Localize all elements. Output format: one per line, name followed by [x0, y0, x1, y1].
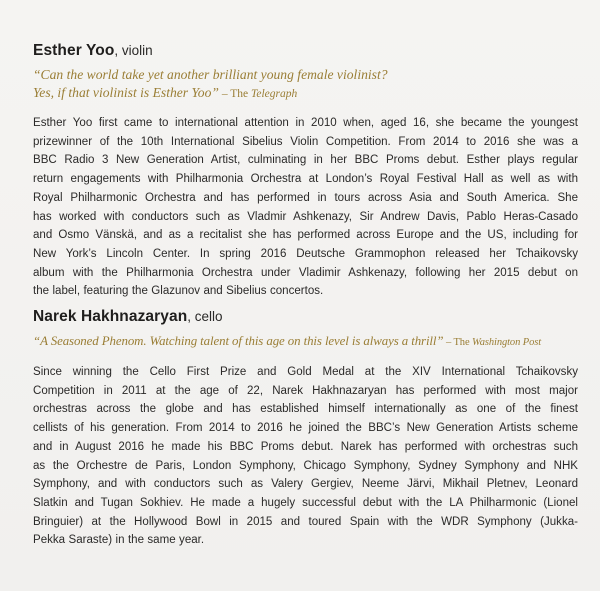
artist-name: Narek Hakhnazaryan [33, 308, 188, 325]
text-line: Slatkin and Tugan Sokhiev. He made a hugely successful debut with the LA Philharmonic (Lionel [33, 496, 578, 509]
bio-esther-yoo [33, 41, 578, 301]
text-line: the label, featuring the Glazunov and Sibelius concertos. [33, 285, 324, 298]
text-line: as the Orchestre de Paris, London Symphony, Chicago Symphony, Sydney Symphony and NHK [33, 459, 578, 472]
text-line: album with the Philharmonia Orchestra under Vladimir Ashkenazy, following her 2015 debut on [33, 266, 578, 279]
text-line: Esther Yoo first came to international attention in 2010 when, aged 16, she became the youngest [33, 117, 578, 129]
text-line: prizewinner of the 10th International Sibelius Violin Competition. From 2014 to 2016 she was a [33, 135, 578, 148]
text-line: has worked with conductors such as Vladmir Ashkenazy, Sir Andrew Davis, Pablo Heras-Casado [33, 210, 578, 223]
text-line: Since winning the Cello First Prize and Gold Medal at the XIV International Tchaikovsky [33, 366, 578, 378]
text-line: orchestras across the globe and has established himself internationally as one of the finest [33, 403, 578, 416]
artist-name: Esther Yoo [33, 42, 115, 59]
text-line: return engagements with Philharmonia Orchestra at London’s Royal Festival Hall as well as with [33, 173, 578, 186]
press-quote [33, 66, 578, 103]
artist-heading [33, 307, 578, 327]
text-line: and Osmo Vänskä, and as a recitalist she has performed across Europe and the US, including for [33, 229, 578, 242]
quote-source: – The Washington Post [443, 337, 542, 348]
artist-instrument: , cello [187, 309, 223, 324]
bio-paragraph [33, 114, 578, 301]
text-line: Royal Philharmonic Orchestra and has performed in tours across Asia and South America. She [33, 191, 578, 204]
text-line: New York’s Lincoln Center. In spring 2016 Deutsche Grammophon released her Tchaikovsky [33, 247, 578, 260]
text-line: Bringuier) at the Hollywood Bowl in 2015 and toured Spain with the WDR Symphony (Jukka- [33, 515, 578, 528]
quote-line-2: Yes, if that violinist is Esther Yoo” [33, 85, 219, 100]
text-line: Pekka Saraste) in the same year. [33, 534, 205, 547]
bio-narek-hakhnazaryan [33, 307, 578, 550]
text-line: Symphony, and with conductors such as Valery Gergiev, Neeme Järvi, Mikhail Pletnev, Leonard [33, 478, 578, 491]
press-quote [33, 332, 578, 352]
quote-source: – The Telegraph [218, 88, 298, 100]
bio-paragraph [33, 363, 578, 550]
text-line: BBC Radio 3 New Generation Artist, culminating in her BBC Proms debut. Esther plays regular [33, 154, 578, 167]
quote-line-1: “A Seasoned Phenom. Watching talent of this age on this level is always a thrill” [33, 334, 444, 348]
text-line: cellists of his generation. From 2014 to 2016 he joined the BBC’s New Generation Artists scheme [33, 422, 578, 435]
artist-instrument: , violin [114, 43, 153, 58]
artist-heading [33, 41, 578, 61]
quote-line-1: “Can the world take yet another brilliant young female violinist? [33, 67, 388, 82]
text-line: and in August 2016 he made his BBC Proms debut. Narek has performed with orchestras such [33, 440, 578, 453]
text-line: Competition in 2011 at the age of 22, Narek Hakhnazaryan has performed with most major [33, 384, 578, 397]
